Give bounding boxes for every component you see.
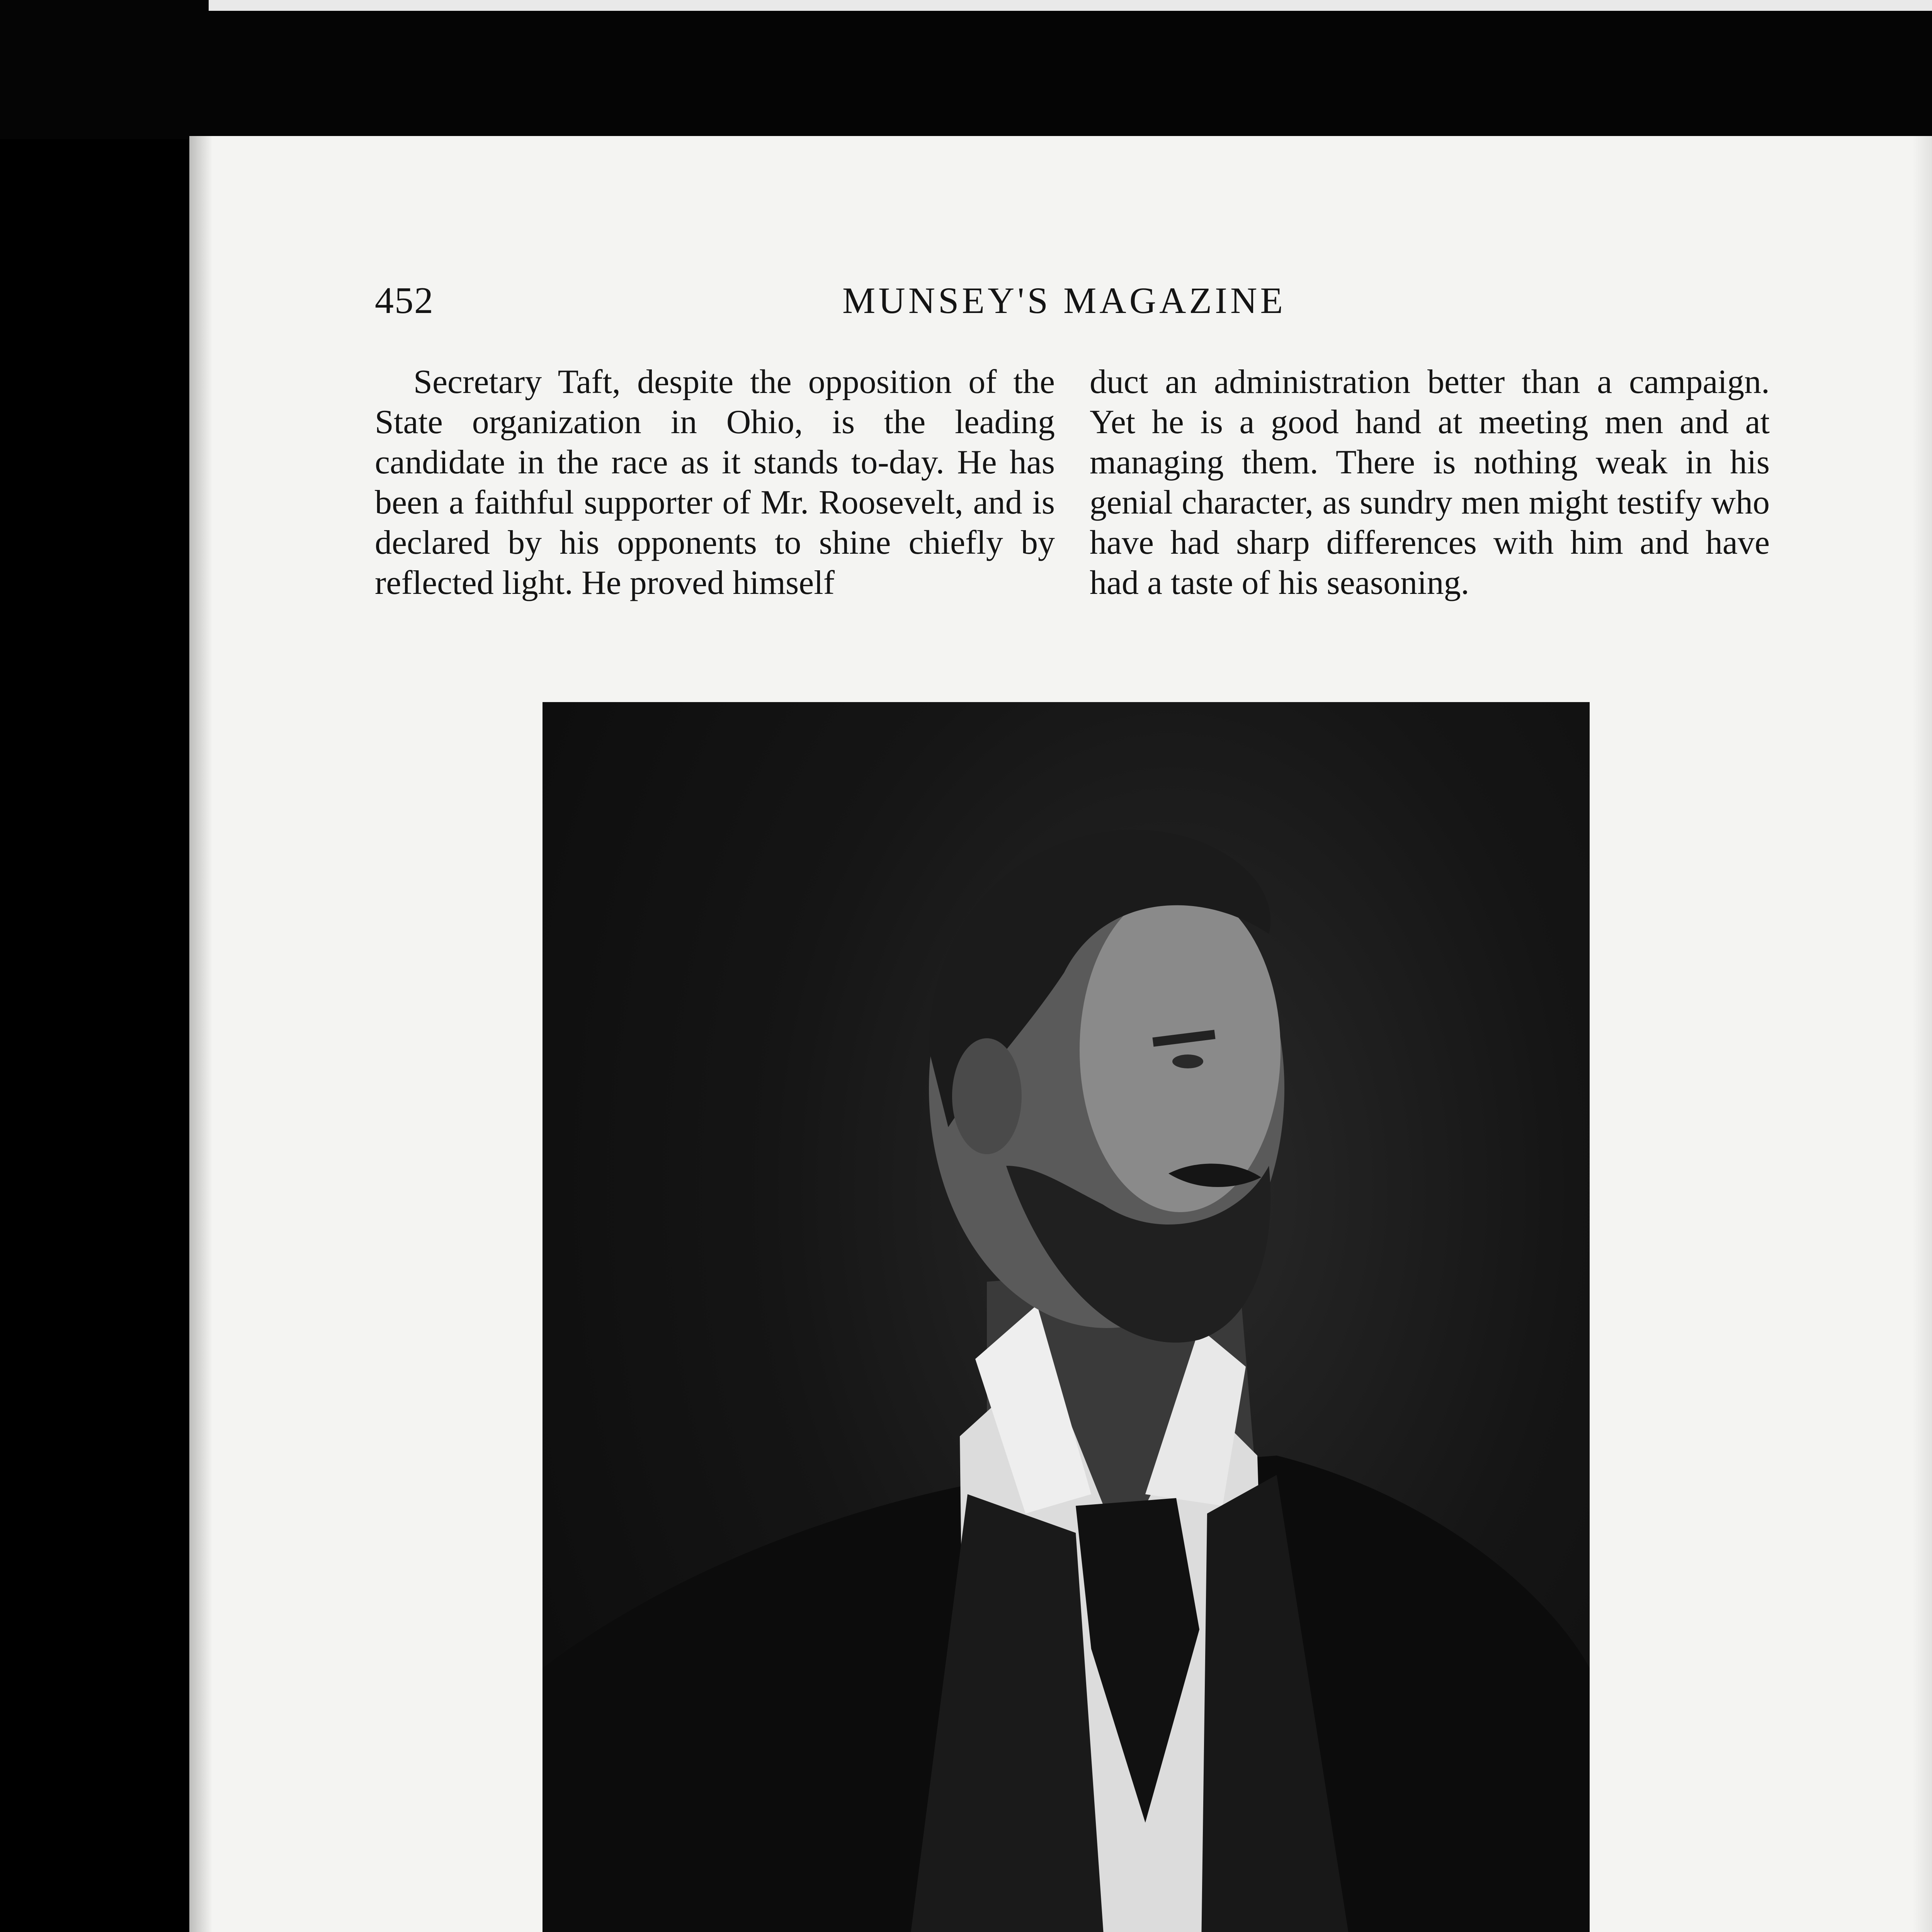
text-column-top-left (375, 362, 1055, 603)
page-number: 452 (375, 280, 434, 321)
portrait-photograph (543, 702, 1590, 1932)
paragraph: duct an administration better than a campaign. Yet he is a good hand at meeting men and at managing them. There is nothing weak in his genial character, as sundry men might testify who have had sharp differences with him and have had a taste of his seasoning. (1090, 363, 1770, 602)
portrait-illustration (543, 702, 1590, 1932)
running-head: MUNSEY'S MAGAZINE (842, 280, 1286, 321)
page-left-shadow (189, 136, 213, 1932)
text-column-top-right (1090, 362, 1770, 603)
page-right-shadow (1913, 136, 1932, 1932)
magazine-page (189, 136, 1932, 1932)
adjacent-page-edge (209, 0, 1932, 11)
paragraph: Secretary Taft, despite the opposition of the State organization in Ohio, is the leading candidate in the race as it stands to-day. He has been a faithful supporter of Mr. Roosevelt, and is declared by his opponents to shine chiefly by reflected light. He proved himself (375, 363, 1055, 602)
film-border-top (0, 0, 1932, 139)
